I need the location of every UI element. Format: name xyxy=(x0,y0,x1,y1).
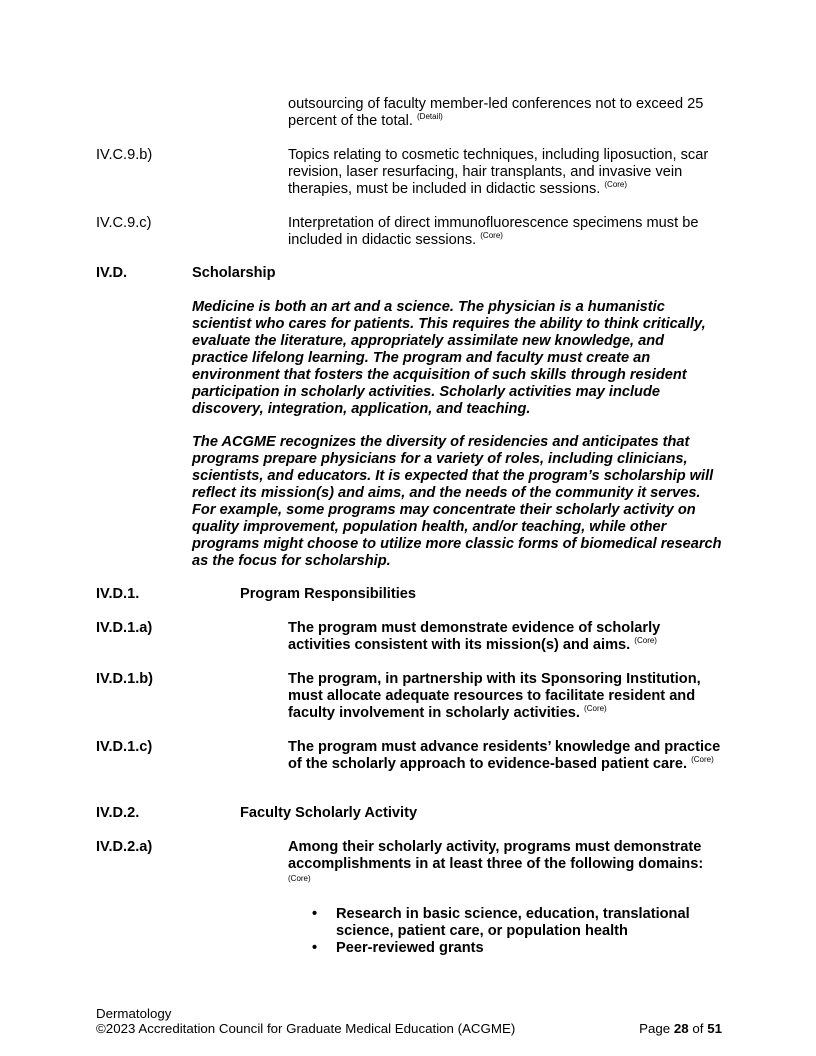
section-number: IV.D. xyxy=(96,265,128,281)
requirement-text: The program must demonstrate evidence of scholarly activities consistent with its mission(s) and aims. $^{(Core)}$ xyxy=(288,620,661,653)
section-number: IV.D.1.c) xyxy=(96,739,153,755)
intro-paragraph: The ACGME recognizes the diversity of residencies and anticipates that programs prepare physicians for a variety of roles, including clinicians, scientists, and educators. It is expected that the program’s scholarship will reflect its mission(s) and aims, and the needs of the community it serves. For example, some programs may concentrate their scholarly activity on quality improvement, population health, and/or teaching, while other programs might choose to utilize more classic forms of biomedical research as the focus for scholarship. xyxy=(192,434,722,569)
requirement-text: Among their scholarly activity, programs must demonstrate accomplishments in at least three of the following domains: xyxy=(288,839,704,872)
bullet-icon: • xyxy=(312,906,318,922)
footer-copyright: ©2023 Accreditation Council for Graduate Medical Education (ACGME) xyxy=(96,1021,516,1036)
section-number: IV.D.1.a) xyxy=(96,620,153,636)
bullet-icon: • xyxy=(312,940,318,956)
requirement-tag: (Core) xyxy=(604,180,628,189)
section-title: Scholarship xyxy=(192,265,276,281)
list-item: • Peer-reviewed grants xyxy=(312,940,484,956)
requirement-tag: (Core) xyxy=(480,231,503,240)
requirement-text: Topics relating to cosmetic techniques, including liposuction, scar revision, laser resurfacing, hair transplants, and invasive vein therapies, must be included in didactic sessions. $^{(Core)}$ xyxy=(288,147,709,197)
requirement-text: The program must advance residents’ knowledge and practice of the scholarly approach to evidence-based patient care. $^{(Core)}$ xyxy=(288,739,721,772)
requirement-tag: (Core) xyxy=(584,704,607,713)
section-number: IV.C.9.b) xyxy=(96,147,153,163)
requirement-tag: (Core) xyxy=(288,874,311,883)
intro-paragraph: Medicine is both an art and a science. The physician is a humanistic scientist who cares for patients. This requires the ability to think critically, evaluate the literature, appropriately assimilate new knowledge, and practice lifelong learning. The program and faculty must create an environment that fosters the acquisition of such skills through resident participation in scholarly activities. Scholarly activities may include discovery, integration, application, and teaching. xyxy=(192,299,706,417)
list-item: • Research in basic science, education, translational science, patient care, or population health xyxy=(312,906,690,939)
requirement-text: outsourcing of faculty member-led conferences not to exceed 25 percent of the total. $^{(Detail)}$ xyxy=(288,96,704,129)
section-number: IV.C.9.c) xyxy=(96,215,152,231)
requirement-tag: (Detail) xyxy=(417,112,443,121)
footer-specialty: Dermatology xyxy=(96,1006,172,1021)
requirement-tag: (Core) xyxy=(634,636,657,645)
page-footer xyxy=(96,1006,722,1036)
section-number: IV.D.1. xyxy=(96,586,140,602)
requirement-tag: (Core) xyxy=(691,755,714,764)
section-number: IV.D.1.b) xyxy=(96,671,154,687)
domain-list xyxy=(312,906,722,957)
section-number: IV.D.2. xyxy=(96,805,140,821)
page-number: Page 28 of 51 xyxy=(639,1021,722,1036)
section-title: Faculty Scholarly Activity xyxy=(240,805,418,821)
requirement-text: Interpretation of direct immunofluorescence specimens must be included in didactic sessions. $^{(Core)}$ xyxy=(288,215,699,248)
section-title: Program Responsibilities xyxy=(240,586,416,602)
requirement-text: The program, in partnership with its Sponsoring Institution, must allocate adequate resources to facilitate resident and faculty involvement in scholarly activities. $^{(Core)}$ xyxy=(288,671,701,721)
section-number: IV.D.2.a) xyxy=(96,839,153,855)
